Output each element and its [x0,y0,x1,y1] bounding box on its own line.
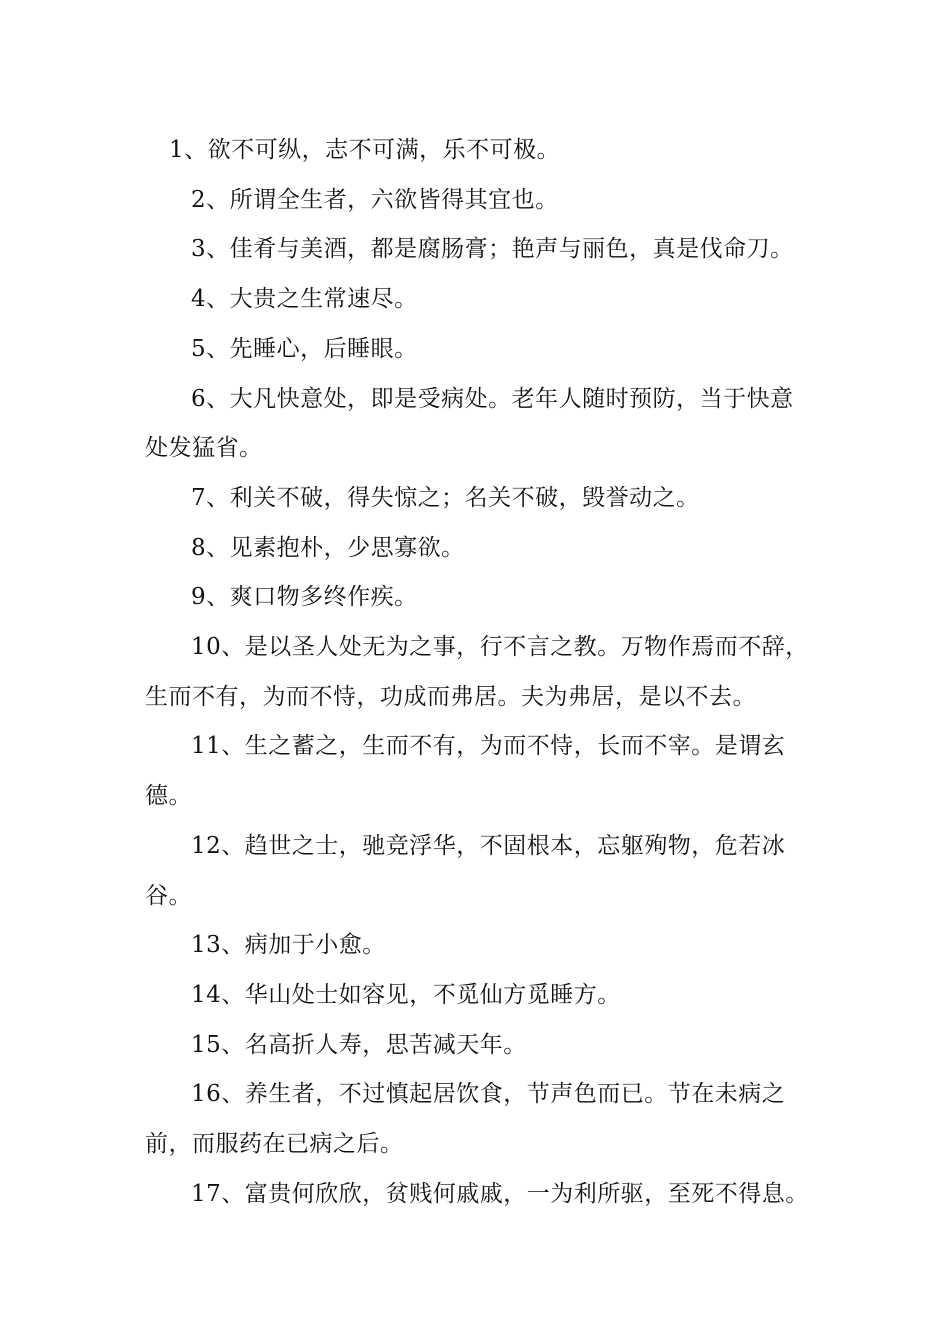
list-item: 17、富贵何欣欣，贫贱何戚戚，一为利所驱，至死不得息。 [191,1180,809,1207]
list-item: 10、是以圣人处无为之事，行不言之教。万物作焉而不辞，生而不有，为而不恃，功成而弗居。夫为弗居，是以不去。 [145,634,809,710]
list-item: 4、大贵之生常速尽。 [191,286,418,313]
list-item: 7、利关不破，得失惊之；名关不破，毁誉动之。 [191,484,700,511]
list-item: 16、养生者，不过慎起居饮食，节声色而已。节在未病之前，而服药在已病之后。 [145,1081,786,1158]
list-item: 12、趋世之士，驰竞浮华，不固根本，忘躯殉物，危若冰谷。 [145,832,786,909]
list-item: 11、生之蓄之，生而不有，为而不恃，长而不宰。是谓玄德。 [145,733,786,810]
list-item: 14、华山处士如容见，不觅仙方觅睡方。 [191,981,621,1008]
list-item: 2、所谓全生者，六欲皆得其宜也。 [191,186,559,213]
list-item: 15、名高折人寿，思苦减天年。 [191,1031,527,1058]
list-item: 5、先睡心，后睡眼。 [191,335,418,362]
list-item: 3、佳肴与美酒，都是腐肠膏；艳声与丽色，真是伐命刀。 [191,236,794,263]
list-item: 9、爽口物多终作疾。 [191,584,418,611]
list-item: 1、欲不可纵，志不可满，乐不可极。 [169,137,561,163]
list-item: 8、见素抱朴，少思寡欲。 [191,534,465,561]
document-body [145,126,810,1219]
list-item: 13、病加于小愈。 [191,932,386,959]
list-item: 6、大凡快意处，即是受病处。老年人随时预防，当于快意处发猛省。 [145,385,794,462]
